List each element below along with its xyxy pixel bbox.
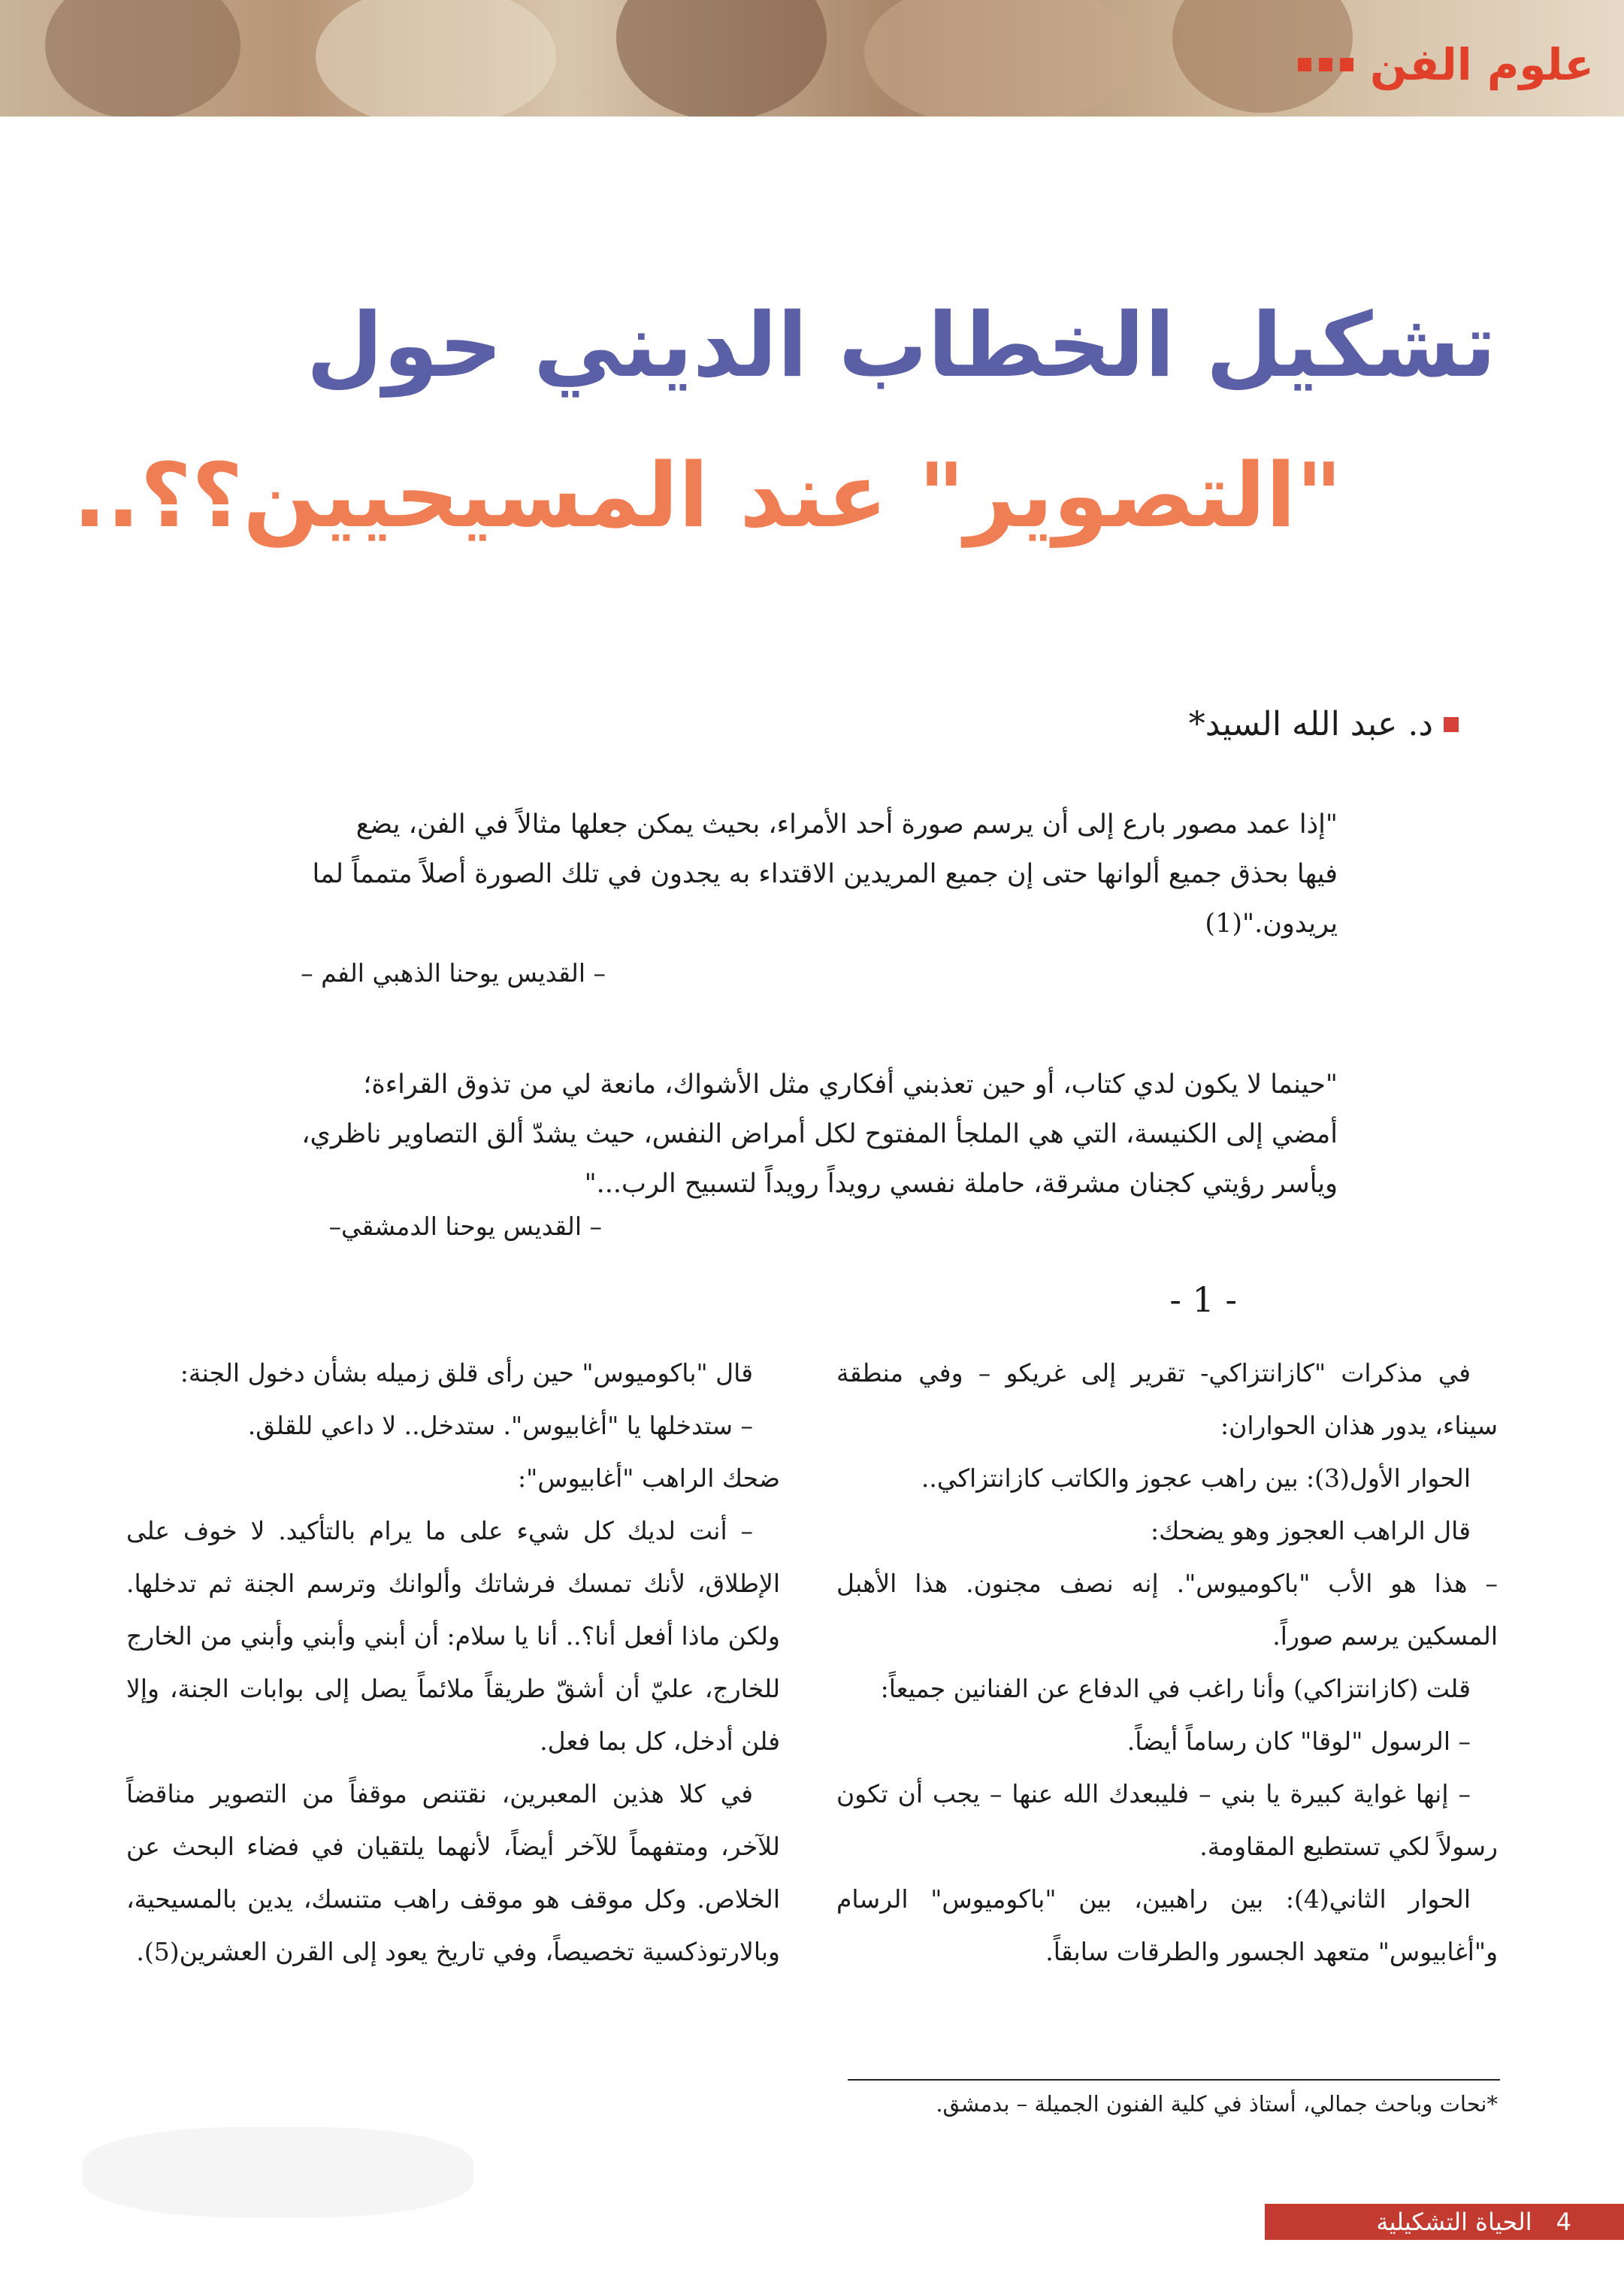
article-title-line2: "التصوير" عند المسيحيين؟؟.. — [72, 443, 1342, 547]
background-ghost-shape — [83, 2127, 473, 2217]
paragraph: الحوار الثاني(4): بين راهبين، بين "باكوميوس" الرسام و"أغابيوس" متعهد الجسور والطرقات سابقاً. — [836, 1884, 1498, 1966]
paragraph: – أنت لديك كل شيء على ما يرام بالتأكيد. لا خوف على الإطلاق، لأنك تمسك فرشاتك وألوانك وترسم الجنة ثم تدخلها. ولكن ماذا أفعل أنا؟.. أنا يا سلام: أن أبني وأبني وأبني من الخارج للخارج، عليّ أن أشقّ طريقاً ملائماً يصل إلى بوابات الجنة، وإلا فلن أدخل، كل بما فعل. — [126, 1516, 780, 1756]
section-label — [1298, 39, 1594, 90]
section-dots-icon — [1298, 58, 1353, 71]
paragraph: – ستدخلها يا "أغابيوس". ستدخل.. لا داعي للقلق. — [247, 1411, 753, 1440]
epigraph-quote-2 — [282, 1060, 1338, 1209]
paragraph: قال الراهب العجوز وهو يضحك: — [1150, 1516, 1471, 1545]
page-number: 4 — [1556, 2208, 1571, 2236]
page-footer — [1265, 2204, 1624, 2240]
paragraph: – الرسول "لوقا" كان رساماً أيضاً. — [1127, 1727, 1471, 1756]
section-number: - 1 - — [1169, 1279, 1237, 1320]
epigraph-quote-1 — [282, 800, 1338, 949]
author-marker-icon — [1444, 717, 1459, 732]
author-byline — [1189, 705, 1459, 743]
quote-line: يريدون."(1) — [1205, 909, 1338, 939]
magazine-name: الحياة التشكيلية — [1376, 2208, 1532, 2236]
quote-line: "حينما لا يكون لدي كتاب، أو حين تعذبني أفكاري مثل الأشواك، مانعة لي من تذوق القراءة؛ — [363, 1070, 1338, 1100]
section-label-text: علوم الفن — [1370, 39, 1594, 90]
quote-1-attribution: – القديس يوحنا الذهبي الفم – — [301, 958, 606, 988]
body-column-right — [836, 1347, 1498, 1978]
paragraph: – إنها غواية كبيرة يا بني – فليبعدك الله عنها – يجب أن تكون رسولاً لكي تستطيع المقاومة. — [836, 1779, 1498, 1861]
paragraph: ضحك الراهب "أغابيوس": — [518, 1463, 780, 1493]
paragraph: الحوار الأول(3): بين راهب عجوز والكاتب كازانتزاكي.. — [921, 1463, 1471, 1493]
article-title-line1: تشكيل الخطاب الديني حول — [306, 293, 1496, 397]
paragraph: قال "باكوميوس" حين رأى قلق زميله بشأن دخول الجنة: — [180, 1358, 753, 1388]
quote-2-attribution: – القديس يوحنا الدمشقي– — [328, 1212, 602, 1241]
quote-line: ويأسر رؤيتي كجنان مشرقة، حاملة نفسي رويداً رويداً لتسبيح الرب..." — [584, 1169, 1338, 1199]
body-column-left — [126, 1347, 780, 1978]
paragraph: في كلا هذين المعبرين، نقتنص موقفاً من التصوير مناقضاً للآخر، ومتفهماً للآخر أيضاً، لأنهما يلتقيان في فضاء البحث عن الخلاص. وكل موقف هو موقف راهب متنسك، يدين بالمسيحية، وبالارتوذكسية تخصيصاً، وفي تاريخ يعود إلى القرن العشرين(5). — [126, 1779, 780, 1966]
paragraph: – هذا هو الأب "باكوميوس". إنه نصف مجنون. هذا الأهبل المسكين يرسم صوراً. — [836, 1569, 1498, 1651]
author-footnote: *نحات وباحث جمالي، أستاذ في كلية الفنون الجميلة – بدمشق. — [936, 2091, 1498, 2117]
footnote-divider — [848, 2079, 1500, 2081]
author-name: د. عبد الله السيد* — [1188, 705, 1433, 743]
paragraph: في مذكرات "كازانتزاكي- تقرير إلى غريكو – وفي منطقة سيناء، يدور هذان الحواران: — [836, 1358, 1498, 1440]
paragraph: قلت (كازانتزاكي) وأنا راغب في الدفاع عن الفنانين جميعاً: — [880, 1674, 1471, 1703]
quote-line: فيها بحذق جميع ألوانها حتى إن جميع المريدين الاقتداء به يجدون في تلك الصورة أصلاً متمماً لما — [312, 859, 1338, 889]
quote-line: أمضي إلى الكنيسة، التي هي الملجأ المفتوح لكل أمراض النفس، حيث يشدّ ألق التصاوير ناظري، — [301, 1119, 1338, 1149]
quote-line: "إذا عمد مصور بارع إلى أن يرسم صورة أحد الأمراء، بحيث يمكن جعلها مثالاً في الفن، يضع — [355, 810, 1338, 840]
